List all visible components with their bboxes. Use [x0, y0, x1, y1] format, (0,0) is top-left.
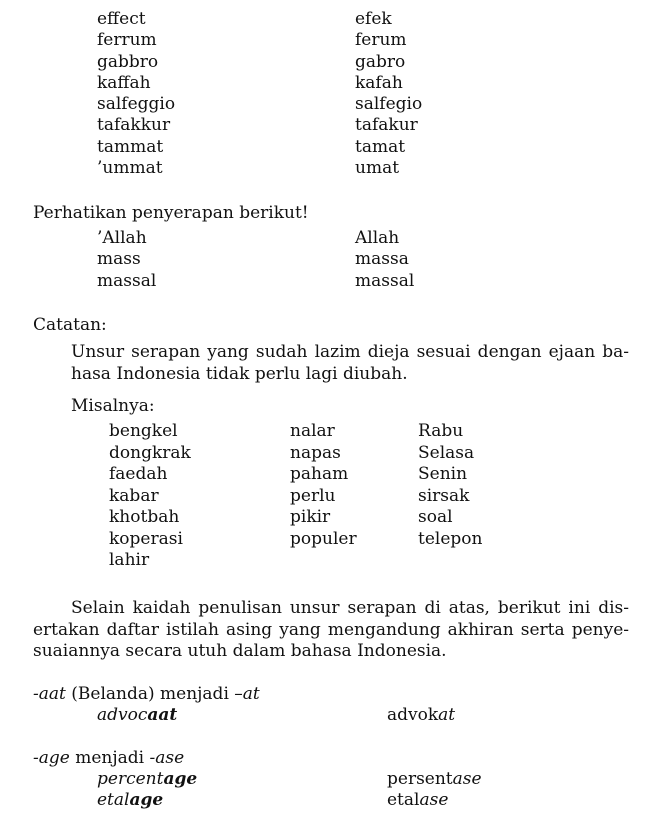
example-word: populer	[290, 528, 357, 549]
word-pair-row	[0, 137, 656, 158]
rule-target: –at	[234, 684, 260, 704]
rule-language: (Belanda) menjadi	[65, 684, 235, 704]
word-pair-row	[0, 228, 656, 249]
indonesian-word: gabro	[355, 51, 406, 72]
example-word: koperasi	[109, 528, 183, 549]
indonesian-word: ferum	[355, 30, 407, 51]
example-word: napas	[290, 442, 341, 463]
indonesian-word: massa	[355, 249, 409, 270]
foreign-word: kaffah	[97, 72, 151, 93]
example-word: Rabu	[418, 421, 464, 441]
example-word: lahir	[109, 550, 150, 570]
foreign-word: mass	[97, 249, 141, 270]
rule-target-word	[387, 769, 482, 790]
example-word: kabar	[109, 485, 159, 506]
target-stem: etal	[387, 790, 420, 810]
rule-target-word	[387, 790, 448, 811]
indonesian-word: tafakur	[355, 115, 418, 136]
catatan-text	[71, 342, 629, 385]
catatan-line: hasa Indonesia tidak perlu lagi diubah.	[71, 363, 408, 384]
source-stem: percent	[97, 769, 164, 789]
rule-target: -ase	[149, 748, 185, 768]
misalnya-label: Misalnya:	[71, 396, 155, 416]
example-word: faedah	[109, 464, 168, 484]
rule-suffix: -age	[33, 748, 70, 768]
source-suffix: age	[129, 790, 164, 810]
foreign-word: massal	[97, 270, 157, 291]
example-word: paham	[290, 464, 349, 484]
indonesian-word: Allah	[355, 228, 400, 248]
example-word: khotbah	[109, 507, 180, 527]
example-word: soal	[418, 507, 453, 527]
source-suffix: aat	[147, 705, 178, 725]
example-word: telepon	[418, 528, 483, 549]
catatan-line: Unsur serapan yang sudah lazim dieja sesuai dengan ejaan ba-	[71, 342, 629, 362]
word-pair-row	[0, 271, 656, 292]
word-pair-list-top	[0, 9, 656, 179]
word-pair-list-middle	[0, 228, 656, 292]
foreign-word: ferrum	[97, 30, 157, 51]
word-pair-row	[0, 115, 656, 136]
example-word: pikir	[290, 507, 331, 527]
indonesian-word: salfegio	[355, 94, 423, 115]
foreign-word: tafakkur	[97, 115, 171, 136]
closing-paragraph	[33, 598, 629, 663]
indonesian-word: massal	[355, 270, 415, 291]
source-stem: advoc	[97, 705, 148, 725]
example-word: Selasa	[418, 442, 475, 463]
foreign-word: salfeggio	[97, 94, 176, 115]
indonesian-word: efek	[355, 9, 392, 29]
example-word: bengkel	[109, 421, 178, 441]
source-stem: etal	[97, 790, 130, 810]
example-column	[418, 421, 482, 550]
rule-language: menjadi	[69, 748, 150, 768]
foreign-word: ’ummat	[97, 158, 163, 179]
example-word: perlu	[290, 485, 336, 506]
rule-target-word	[387, 705, 455, 726]
rule-source-word	[97, 790, 163, 811]
foreign-word: gabbro	[97, 51, 159, 72]
word-pair-row	[0, 52, 656, 73]
word-pair-row	[0, 158, 656, 179]
target-suffix: ase	[419, 790, 449, 810]
target-suffix: at	[438, 705, 456, 725]
word-pair-row	[0, 249, 656, 270]
example-word: Senin	[418, 464, 468, 484]
note-heading: Perhatikan penyerapan berikut!	[33, 203, 309, 223]
target-stem: persent	[387, 769, 453, 789]
rule-heading-aat	[33, 684, 260, 705]
source-suffix: age	[163, 769, 198, 789]
rule-suffix: -aat	[33, 684, 66, 704]
foreign-word: effect	[97, 9, 146, 29]
example-column	[109, 421, 191, 572]
paragraph-line: suaiannya secara utuh dalam bahasa Indonesia.	[33, 641, 447, 661]
catatan-label: Catatan:	[33, 315, 107, 335]
rule-source-word	[97, 705, 177, 726]
example-word: dongkrak	[109, 442, 191, 463]
target-stem: advok	[387, 705, 439, 725]
paragraph-line: ertakan daftar istilah asing yang mengandung akhiran serta penye-	[33, 619, 629, 640]
word-pair-row	[0, 30, 656, 51]
word-pair-row	[0, 9, 656, 30]
word-pair-row	[0, 94, 656, 115]
indonesian-word: umat	[355, 158, 400, 179]
foreign-word: tammat	[97, 136, 164, 157]
indonesian-word: tamat	[355, 136, 406, 157]
rule-source-word	[97, 769, 197, 790]
example-word: sirsak	[418, 485, 470, 506]
indonesian-word: kafah	[355, 72, 403, 93]
rule-heading-age	[33, 748, 184, 769]
word-pair-row	[0, 73, 656, 94]
target-suffix: ase	[452, 769, 482, 789]
example-word: nalar	[290, 421, 335, 441]
paragraph-line-text: Selain kaidah penulisan unsur serapan di atas, berikut ini dis-	[71, 598, 629, 618]
example-column	[290, 421, 357, 550]
paragraph-line	[33, 598, 629, 620]
foreign-word: ’Allah	[97, 228, 147, 248]
